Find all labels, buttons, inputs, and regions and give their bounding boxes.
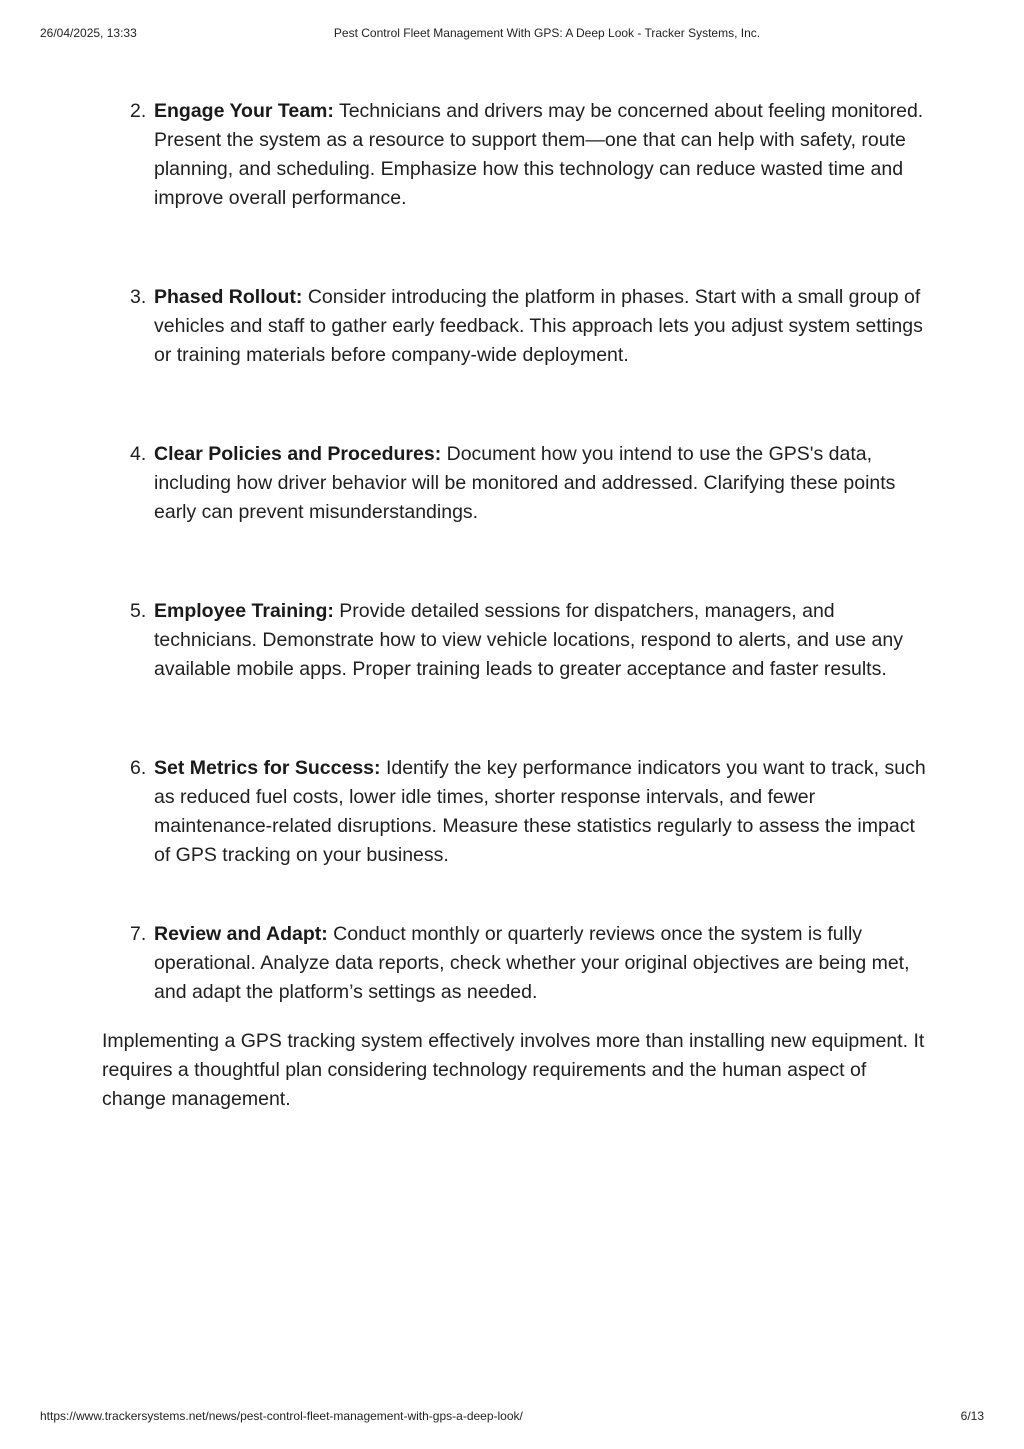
list-item-heading: Set Metrics for Success: xyxy=(154,757,381,779)
spacer xyxy=(102,684,932,754)
list-item-text: Provide detailed sessions for dispatchers, managers, and technicians. Demonstrate how to view vehicle locations, respond to alerts, and use any available mobile apps. Proper training leads to greater acceptance and faster results. xyxy=(154,600,903,680)
article-content xyxy=(102,97,932,1114)
spacer xyxy=(102,1007,932,1027)
list-item-number: 2. xyxy=(130,100,147,122)
spacer xyxy=(102,213,932,283)
closing-paragraph: Implementing a GPS tracking system effectively involves more than installing new equipment. It requires a thoughtful plan considering technology requirements and the human aspect of change management. xyxy=(102,1030,925,1110)
list-item-text: Technicians and drivers may be concerned about feeling monitored. Present the system as a resource to support them—one that can help with safety, route planning, and scheduling. Emphasize how this technology can reduce wasted time and improve overall performance. xyxy=(154,100,924,209)
spacer xyxy=(102,370,932,440)
print-header xyxy=(40,26,984,42)
list-item-engage-team xyxy=(102,97,932,213)
list-item-text: Document how you intend to use the GPS's data, including how driver behavior will be monitored and addressed. Clarifying these points early can prevent misunderstandings. xyxy=(154,443,896,523)
list-item-heading: Employee Training: xyxy=(154,600,334,622)
page-number: 6/13 xyxy=(960,1409,984,1423)
list-item-number: 3. xyxy=(130,286,147,308)
list-item-heading: Clear Policies and Procedures: xyxy=(154,443,442,465)
list-item-text: Conduct monthly or quarterly reviews once the system is fully operational. Analyze data reports, check whether your original objectives are being met, and adapt the platform’s settings as needed. xyxy=(154,923,910,1003)
list-item-heading: Engage Your Team: xyxy=(154,100,334,122)
print-page-title: Pest Control Fleet Management With GPS: A Deep Look - Tracker Systems, Inc. xyxy=(333,26,761,40)
print-footer xyxy=(40,1409,984,1425)
spacer xyxy=(102,870,932,920)
print-url: https://www.trackersystems.net/news/pest-control-fleet-management-with-gps-a-deep-look/ xyxy=(40,1409,523,1423)
print-datetime: 26/04/2025, 13:33 xyxy=(40,26,137,40)
list-item-heading: Phased Rollout: xyxy=(154,286,303,308)
list-item-text: Identify the key performance indicators you want to track, such as reduced fuel costs, lower idle times, shorter response intervals, and fewer maintenance-related disruptions. Measure these statistics regularly to assess the impact of GPS tracking on your business. xyxy=(154,757,926,866)
list-item-heading: Review and Adapt: xyxy=(154,923,328,945)
list-item-text: Consider introducing the platform in phases. Start with a small group of vehicles and staff to gather early feedback. This approach lets you adjust system settings or training materials before company-wide deployment. xyxy=(154,286,923,366)
list-item-number: 5. xyxy=(130,600,147,622)
list-item-clear-policies xyxy=(102,440,932,527)
list-item-set-metrics xyxy=(102,754,932,870)
list-item-employee-training xyxy=(102,597,932,684)
list-item-number: 7. xyxy=(130,923,147,945)
spacer xyxy=(102,527,932,597)
list-item-number: 6. xyxy=(130,757,147,779)
list-item-review-adapt xyxy=(102,920,932,1007)
list-item-phased-rollout xyxy=(102,283,932,370)
list-item-number: 4. xyxy=(130,443,147,465)
